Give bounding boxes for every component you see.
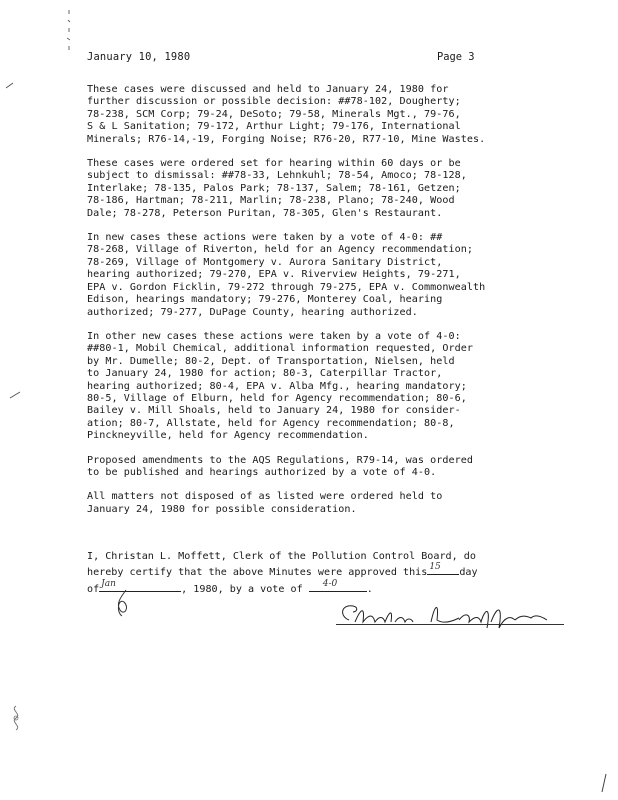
signature-line (336, 624, 564, 625)
paragraph-held-matters: All matters not disposed of as listed were ordered held to January 24, 1980 for possible consideration. (87, 491, 443, 515)
page-number: Page 3 (437, 51, 475, 63)
minutes-body (87, 84, 572, 528)
left-margin-tick-mark (4, 80, 16, 90)
handwritten-month-flourish (110, 588, 136, 618)
bottom-left-scan-mark (6, 704, 26, 734)
paragraph-hearing-cases: These cases were ordered set for hearing within 60 days or be subject to dismissal: ##78-33, Lehnkuhl; 78-54, Amoco; 78-128, Interlake; 78-135, Palos Park; 78-137, Salem; 78-161, Getzen; 78-186, Hartman; 78-211, Marlin; 78-238, Plano; 78-240, Wood Dale; 78-278, Peterson Puritan, 78-305, Glen's Restaurant. (87, 158, 467, 219)
minutes-date: January 10, 1980 (87, 51, 191, 63)
left-margin-scan-mark (64, 8, 74, 52)
certification-day-label: day (459, 567, 478, 579)
left-margin-dash-mark (8, 388, 22, 400)
paragraph-new-cases: In new cases these actions were taken by a vote of 4-0: ## 78-268, Village of Riverton, held for an Agency recommendation; 78-269, Village of Montgomery v. Aurora Sanitary District, hearing authorized; 79-270, EPA v. Riverview Heights, 79-271, EPA v. Gordon Ficklin, 79-272 through 79-275, EPA v. Commonwealth Edison, hearings mandatory; 79-276, Monterey Coal, hearing authorized; 79-277, DuPage County, hearing authorized. (87, 232, 486, 318)
paragraph-other-new-cases: In other new cases these actions were taken by a vote of 4-0: ##80-1, Mobil Chemical, additional information requested, Order by Mr. Dumelle; 80-2, Dept. of Transportation, Nielsen, held to January 24, 1980 for action; 80-3, Caterpillar Tractor, hearing authorized; 80-4, EPA v. Alba Mfg., hearing mandatory; 80-5, Village of Elburn, held for Agency recommendation; 80-6, Bailey v. Mill Shoals, held to January 24, 1980 for consider- ation; 80-7, Allstate, held for Agency recommendation; 80-8, Pinckneyville, held for Agency recommendation. (87, 330, 473, 442)
day-blank (427, 563, 459, 575)
certification-of-label: of (87, 583, 100, 595)
certification-line-2: hereby certify that the above Minutes were approved this (87, 567, 428, 579)
day-handwritten: 15 (429, 562, 441, 573)
paragraph-held-cases: These cases were discussed and held to January 24, 1980 for further discussion or possible decision: ##78-102, Dougherty; 78-238, SCM Corp; 79-24, DeSoto; 79-58, Minerals Mgt., 79-76, S & L Sanitation; 79-172, Arthur Light; 79-176, International Minerals; R76-14,-19, Forging Noise; R76-20, R77-10, Mine Wastes. (87, 84, 486, 145)
month-handwritten: Jan (101, 578, 116, 589)
vote-blank (309, 580, 367, 592)
clerk-certification (87, 551, 567, 596)
paragraph-aqs-amendments: Proposed amendments to the AQS Regulations, R79-14, was ordered to be published and hearings authorized by a vote of 4-0. (87, 454, 473, 478)
clerk-signature (335, 598, 567, 632)
certification-line-1: I, Christan L. Moffett, Clerk of the Pollution Control Board, do (87, 551, 476, 562)
certification-period: . (366, 583, 373, 595)
bottom-right-scan-mark (598, 772, 610, 794)
certification-year-vote: , 1980, by a vote of (181, 583, 303, 595)
vote-handwritten: 4-0 (322, 578, 338, 589)
